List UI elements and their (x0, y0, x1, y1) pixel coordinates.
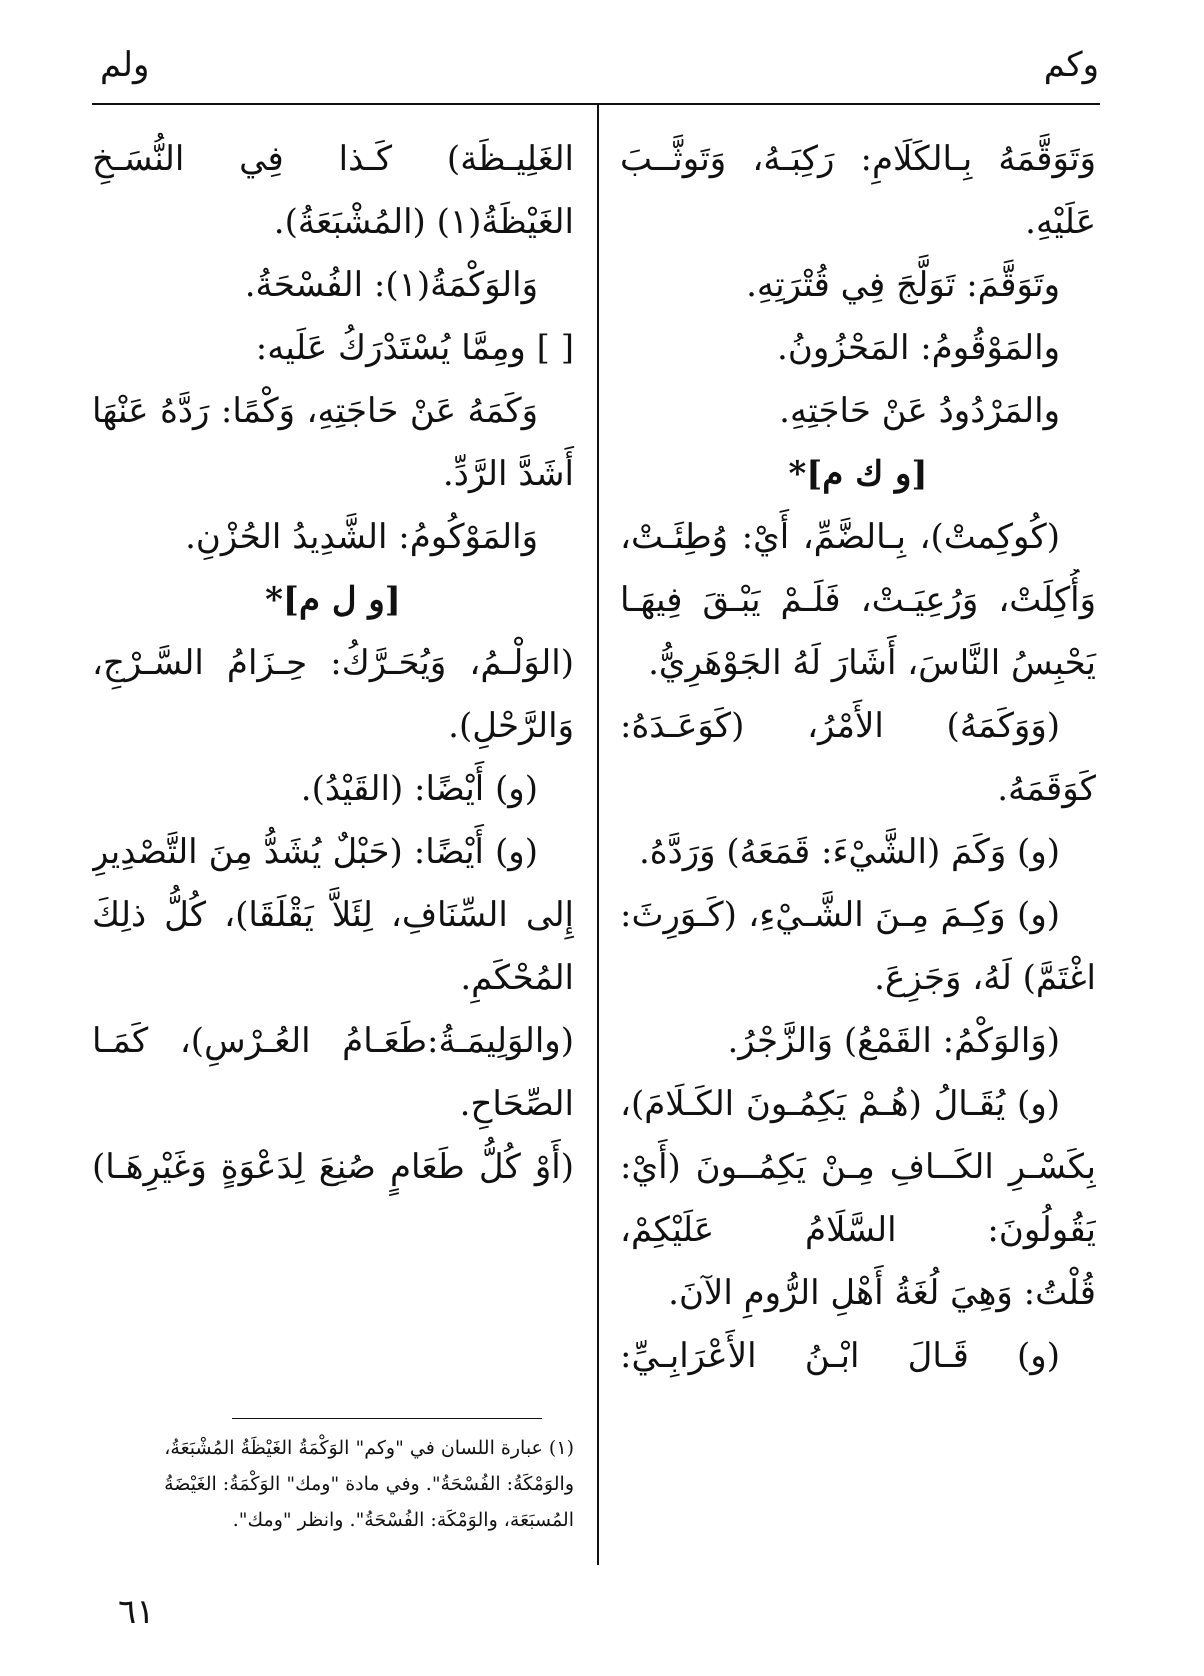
left-column (92, 128, 574, 1199)
footnote-line: والوَمْكَةُ: الفُسْحَةُ". وفي مادة "ومك" الوَكْمَةُ: الغَيْضَةُ (164, 1473, 574, 1495)
text-line: الغَيْظَةُ(١) (المُشْبَعَةُ). (273, 202, 574, 242)
right-column (620, 128, 1096, 1388)
text-line: وَكَمَهُ عَنْ حَاجَتِهِ، وَكْمًا: رَدَّهُ عَنْهَا (92, 391, 538, 431)
text-line: والمَوْقُومُ: المَحْزُونُ. (777, 328, 1060, 368)
text-line: وَتَوَقَّمَهُ بِـالكَلَامِ: رَكِبَـهُ، وَتَوثَّــبَ (620, 139, 1096, 179)
text-line: [ ] ومِمَّا يُسْتَدْرَكُ عَلَيه: (255, 328, 574, 368)
page-number: ٦١ (118, 1592, 155, 1632)
section-heading: [و ل م]* (265, 580, 401, 620)
text-line: والمَرْدُودُ عَنْ حَاجَتِهِ. (779, 391, 1060, 431)
text-line: المُحْكَمِ. (460, 958, 574, 998)
text-line: وَالمَوْكُومُ: الشَّدِيدُ الحُزْنِ. (185, 517, 538, 557)
column-divider (597, 103, 599, 1565)
text-line: وَالوَكْمَةُ(١): الفُسْحَةُ. (244, 265, 538, 305)
section-heading: [و ك م]* (788, 454, 928, 494)
text-line: إِلى السِّنَافِ، لِئَلاَّ يَقْلَقَا)، كُلُّ ذلِكَ (92, 895, 574, 935)
footnote-line: (١) عبارة اللسان في "وكم" الوَكْمَةُ الغَيْظَةُ المُشْبَعَةُ، (164, 1437, 574, 1459)
text-line: (و) أَيْضًا: (حَبْلٌ يُشَدُّ مِنَ التَّصْدِيرِ (92, 832, 538, 872)
text-line: الصِّحَاحِ. (459, 1084, 574, 1124)
text-line: اغْتَمَّ) لَهُ، وَجَزِعَ. (874, 958, 1096, 998)
text-line: (و) وَكَمَ (الشَّيْءَ: قَمَعَهُ) وَرَدَّهُ. (639, 832, 1060, 872)
text-line: وَالرَّحْلِ). (448, 706, 574, 746)
text-line: (أَوْ كُلُّ طَعَامٍ صُنِعَ لِدَعْوَةٍ وَغَيْرِهَـا) (92, 1147, 574, 1187)
text-line: عَلَيْهِ. (1025, 202, 1096, 242)
text-line: قُلْتُ: وَهِيَ لُغَةُ أَهْلِ الرُّومِ الآنَ. (668, 1273, 1096, 1313)
footnote-line: المُسبَعَة، والوَمْكَة: الفُسْحَةُ". وانظر "ومك". (232, 1509, 574, 1531)
footnote-rule (232, 1418, 542, 1419)
text-line: (وَوَكَمَهُ) الأَمْرُ، (كَوَعَـدَهُ: (620, 706, 1060, 746)
text-line: الغَلِيـظَة) كَـذا فِي النُّسَـخِ (92, 139, 574, 179)
header-rule (92, 103, 1100, 105)
text-line: بِكَسْـرِ الكَــافِ مِـنْ يَكِمُــونَ (أَيْ: (620, 1147, 1096, 1187)
header-entry-word-right: وكم (1043, 45, 1099, 85)
text-line: (وَالوَكْمُ: القَمْعُ) وَالزَّجْرُ. (727, 1021, 1060, 1061)
footnote (92, 1430, 574, 1538)
text-line: (والوَلِيمَـةُ:طَعَـامُ العُـرْسِ)، كَمَـا (92, 1021, 574, 1061)
header-entry-word-left: ولم (100, 45, 150, 85)
text-line: أَشَدَّ الرَّدِّ. (442, 454, 574, 494)
text-line: (و) أَيْضًا: (القَيْدُ). (300, 769, 538, 809)
text-line: وَأُكِلَتْ، وَرُعِيَـتْ، فَلَـمْ يَبْـقَ فِيهَـا (620, 580, 1096, 620)
text-line: كَوَقَمَهُ. (997, 769, 1096, 809)
text-line: يَقُولُونَ: السَّلَامُ عَلَيْكِمْ، (620, 1210, 1096, 1250)
text-line: (و) يُقَـالُ (هُـمْ يَكِمُـونَ الكَـلَامَ)، (620, 1084, 1060, 1124)
text-line: (كُوكِمتْ)، بِـالضَّمِّ، أَيْ: وُطِئَـتْ، (620, 517, 1060, 557)
text-line: (و) قَـالَ ابْـنُ الأَعْرَابِـيِّ: (620, 1336, 1060, 1376)
text-line: (و) وَكِـمَ مِـنَ الشَّـيْءِ، (كَـوَرِثَ: (620, 895, 1060, 935)
text-line: يَحْبِسُ النَّاسَ، أَشَارَ لَهُ الجَوْهَرِيُّ. (648, 643, 1096, 683)
text-line: (الوَلْـمُ، وَيُحَـرَّكُ: حِـزَامُ السَّـرْجِ، (92, 643, 574, 683)
text-line: وتَوَقَّمَ: تَوَلَّجَ فِي قُتْرَتِهِ. (746, 265, 1060, 305)
